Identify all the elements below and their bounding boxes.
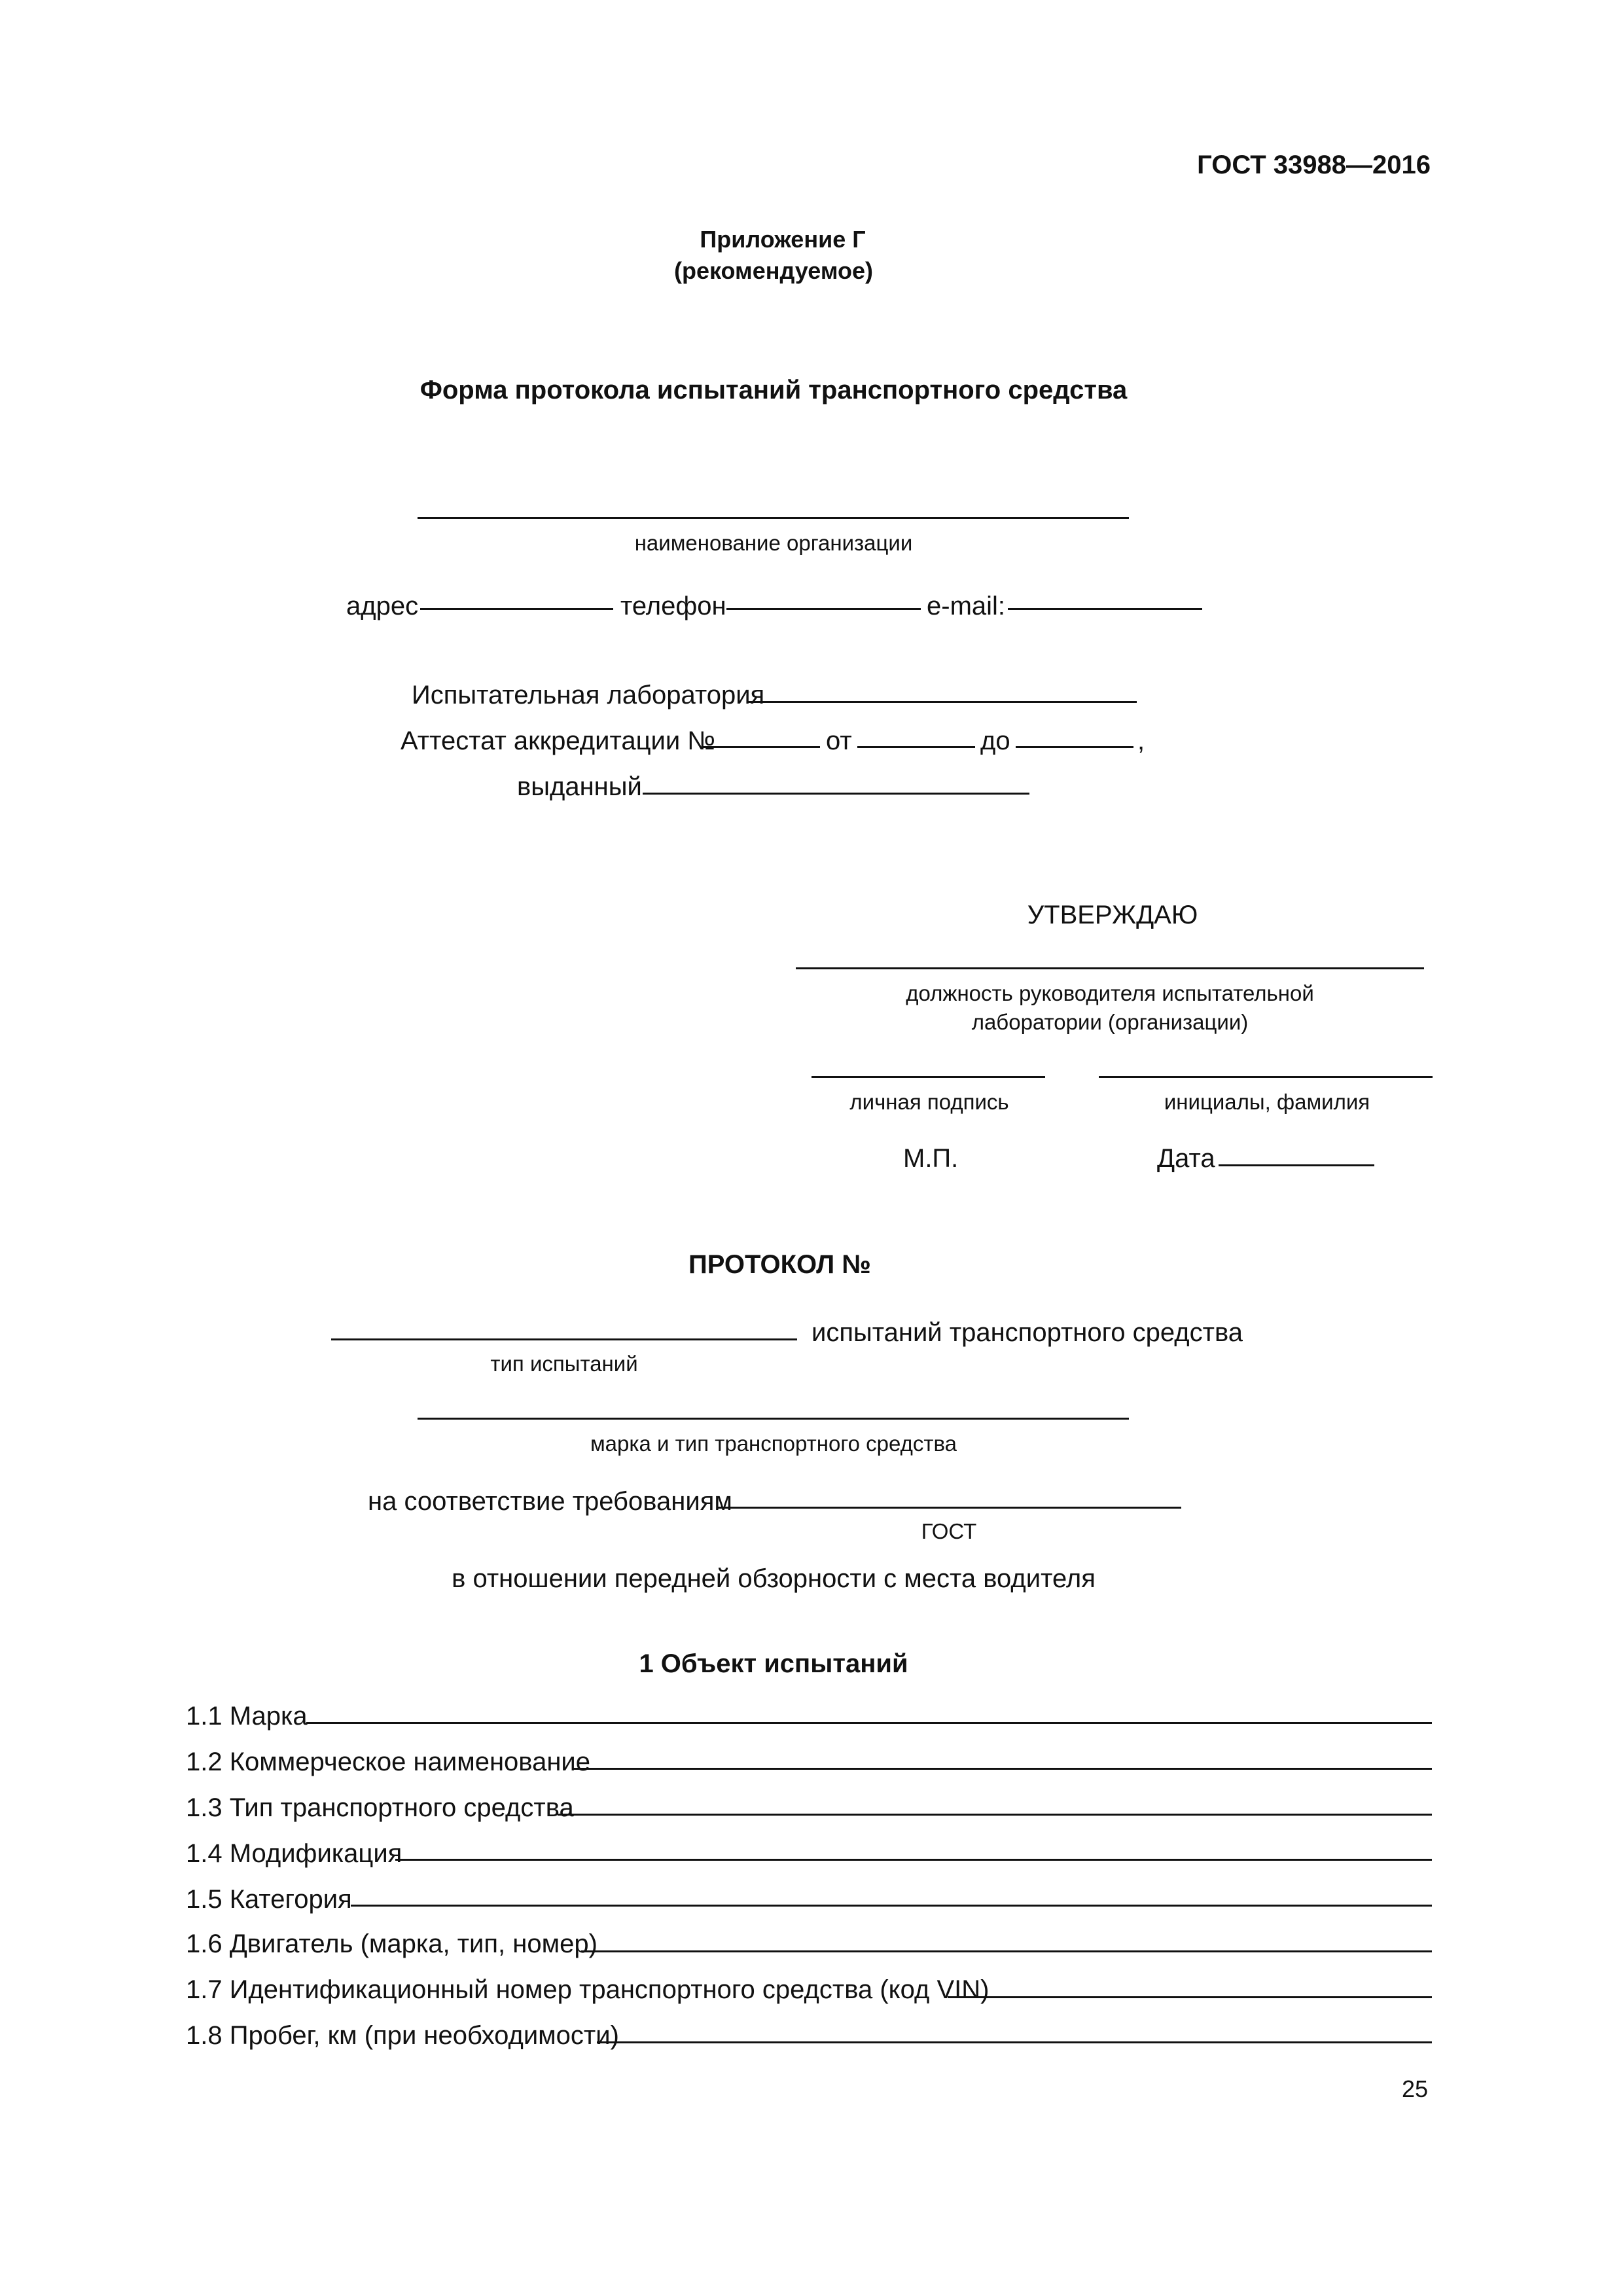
signature-caption: личная подпись	[849, 1090, 1009, 1114]
initials-field[interactable]	[1099, 1076, 1433, 1078]
item-1-2-field[interactable]	[572, 1768, 1432, 1770]
item-1-7-label: 1.7 Идентификационный номер транспортного средства (код VIN)	[186, 1975, 990, 2004]
accreditation-to-label: до	[980, 726, 1010, 755]
test-type-caption: тип испытаний	[490, 1352, 638, 1376]
email-label: e-mail:	[927, 592, 1006, 620]
accreditation-label: Аттестат аккредитации №	[401, 726, 716, 755]
vehicle-make-type-field[interactable]	[418, 1418, 1129, 1420]
accreditation-from-field[interactable]	[857, 746, 975, 748]
address-field[interactable]	[420, 608, 613, 610]
item-1-5-field[interactable]	[351, 1905, 1432, 1907]
vehicle-make-type-caption: марка и тип транспортного средства	[590, 1431, 957, 1456]
issued-field[interactable]	[643, 793, 1029, 795]
item-1-3-label: 1.3 Тип транспортного средства	[186, 1793, 574, 1822]
position-caption-line2: лаборатории (организации)	[971, 1010, 1249, 1034]
item-1-6-label: 1.6 Двигатель (марка, тип, номер)	[186, 1929, 597, 1958]
appendix-title: Приложение Г	[700, 226, 866, 253]
item-1-8-field[interactable]	[597, 2041, 1432, 2043]
form-title: Форма протокола испытаний транспортного средства	[419, 376, 1128, 404]
laboratory-label: Испытательная лаборатория	[412, 681, 765, 709]
organization-name-caption: наименование организации	[634, 531, 913, 555]
item-1-8-label: 1.8 Пробег, км (при необходимости)	[186, 2021, 619, 2050]
appendix-status: (рекомендуемое)	[674, 257, 873, 284]
signature-field[interactable]	[812, 1076, 1045, 1078]
item-1-4-field[interactable]	[395, 1859, 1432, 1861]
item-1-1-label: 1.1 Марка	[186, 1702, 308, 1731]
protocol-scope: в отношении передней обзорности с места водителя	[452, 1564, 1096, 1593]
date-label: Дата	[1157, 1144, 1215, 1173]
accreditation-number-field[interactable]	[702, 746, 820, 748]
document-standard-number: ГОСТ 33988—2016	[1197, 151, 1431, 179]
accreditation-to-field[interactable]	[1016, 746, 1133, 748]
position-caption-line1: должность руководителя испытательной	[906, 981, 1314, 1005]
item-1-7-field[interactable]	[948, 1996, 1432, 1998]
issued-label: выданный	[517, 772, 642, 801]
item-1-1-field[interactable]	[306, 1722, 1432, 1724]
email-field[interactable]	[1008, 608, 1202, 610]
phone-field[interactable]	[726, 608, 921, 610]
gost-field[interactable]	[717, 1507, 1181, 1509]
protocol-tests-text: испытаний транспортного средства	[812, 1318, 1243, 1347]
accreditation-from-label: от	[826, 726, 852, 755]
phone-label: телефон	[620, 592, 726, 620]
accreditation-comma: ,	[1137, 726, 1145, 755]
page-number: 25	[1401, 2075, 1428, 2102]
test-type-field[interactable]	[331, 1338, 797, 1340]
date-field[interactable]	[1219, 1164, 1374, 1166]
laboratory-field[interactable]	[748, 701, 1137, 703]
item-1-5-label: 1.5 Категория	[186, 1885, 352, 1914]
compliance-label: на соответствие требованиям	[368, 1487, 732, 1516]
organization-name-field[interactable]	[418, 517, 1129, 519]
gost-caption: ГОСТ	[921, 1519, 977, 1543]
item-1-6-field[interactable]	[581, 1950, 1432, 1952]
protocol-title: ПРОТОКОЛ №	[688, 1250, 871, 1279]
stamp-label: М.П.	[903, 1144, 959, 1173]
approve-label: УТВЕРЖДАЮ	[1027, 901, 1198, 929]
section-1-heading: 1 Объект испытаний	[639, 1649, 908, 1678]
item-1-4-label: 1.4 Модификация	[186, 1839, 402, 1868]
position-field[interactable]	[796, 967, 1424, 969]
item-1-3-field[interactable]	[558, 1814, 1432, 1816]
item-1-2-label: 1.2 Коммерческое наименование	[186, 1748, 591, 1776]
address-label: адрес	[346, 592, 419, 620]
initials-caption: инициалы, фамилия	[1164, 1090, 1370, 1114]
